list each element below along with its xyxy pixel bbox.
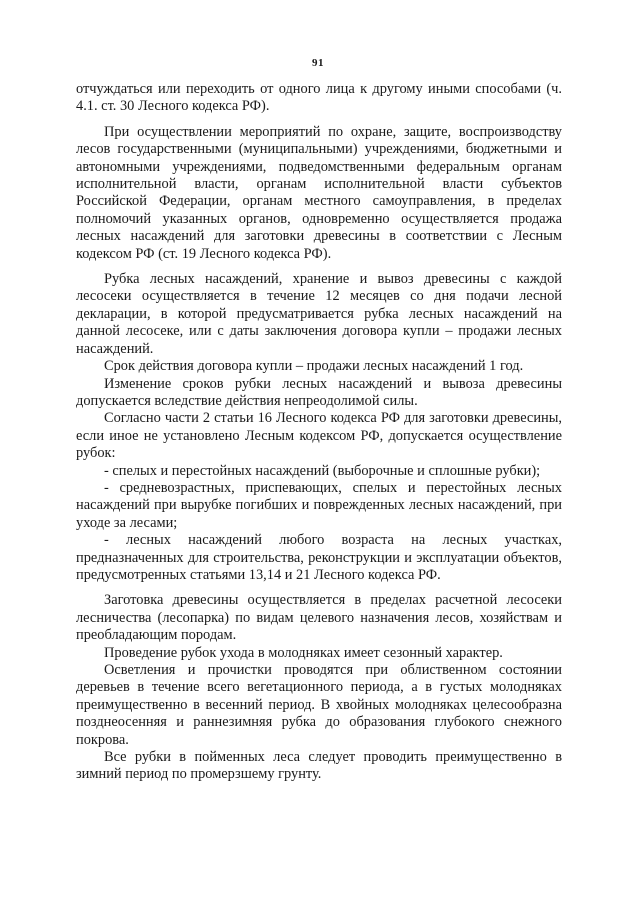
paragraph: Изменение сроков рубки лесных насаждений и вывоза древесины допускается вследствие действия непреодолимой силы. (76, 375, 562, 409)
paragraph: Проведение рубок ухода в молодняках имеет сезонный характер. (104, 644, 503, 661)
paragraph: Согласно части 2 статьи 16 Лесного кодекса РФ для заготовки древесины, если иное не установлено Лесным кодексом РФ, допускается осуществление рубок: (76, 410, 562, 462)
page-body (76, 81, 562, 784)
page-number: 91 (312, 57, 324, 69)
paragraph: Срок действия договора купли – продажи лесных насаждений 1 год. (104, 358, 524, 375)
paragraph: При осуществлении мероприятий по охране, защите, воспроизводству лесов государственными (муниципальными) учреждениями, бюджетными и автономными учреждениями, подведомственными федеральным органам исполнительной власти, органам исполнительной власти субъектов Российской Федерации, органам местного самоуправления, в пределах полномочий указанных органов, одновременно осуществляется продажа лесных насаждений для заготовки древесины в соответствии с Лесным кодексом РФ (ст. 19 Лесного кодекса РФ). (76, 123, 562, 262)
paragraph: Заготовка древесины осуществляется в пределах расчетной лесосеки лесничества (лесопарка) по видам целевого назначения лесов, хозяйствам и преобладающим породам. (76, 592, 562, 644)
paragraph: отчуждаться или переходить от одного лица к другому иными способами (ч. 4.1. ст. 30 Лесного кодекса РФ). (76, 81, 562, 115)
list-item: - лесных насаждений любого возраста на лесных участках, предназначенных для строительства, реконструкции и эксплуатации объектов, предусмотренных статьями 13,14 и 21 Лесного кодекса РФ. (76, 532, 562, 583)
paragraph: Все рубки в пойменных леса следует проводить преимущественно в зимний период по промерзшему грунту. (76, 749, 562, 783)
list-item: - средневозрастных, приспевающих, спелых и перестойных лесных насаждений при вырубке погибших и поврежденных лесных насаждений, при уходе за лесами; (76, 479, 562, 531)
list-item: - спелых и перестойных насаждений (выборочные и сплошные рубки); (104, 462, 541, 479)
paragraph: Осветления и прочистки проводятся при облиственном состоянии деревьев в течение всего вегетационного периода, а в густых молодняках преимущественно в весенний период. В хвойных молодняках целесообразна позднеосенняя и раннезимняя рубка до образования глубокого снежного покрова. (76, 662, 562, 748)
paragraph: Рубка лесных насаждений, хранение и вывоз древесины с каждой лесосеки осуществляется в течение 12 месяцев со дня подачи лесной декларации, в которой предусматривается рубка лесных насаждений на данной лесосеке, или с даты заключения договора купли – продажи лесных насаждений. (76, 271, 562, 357)
